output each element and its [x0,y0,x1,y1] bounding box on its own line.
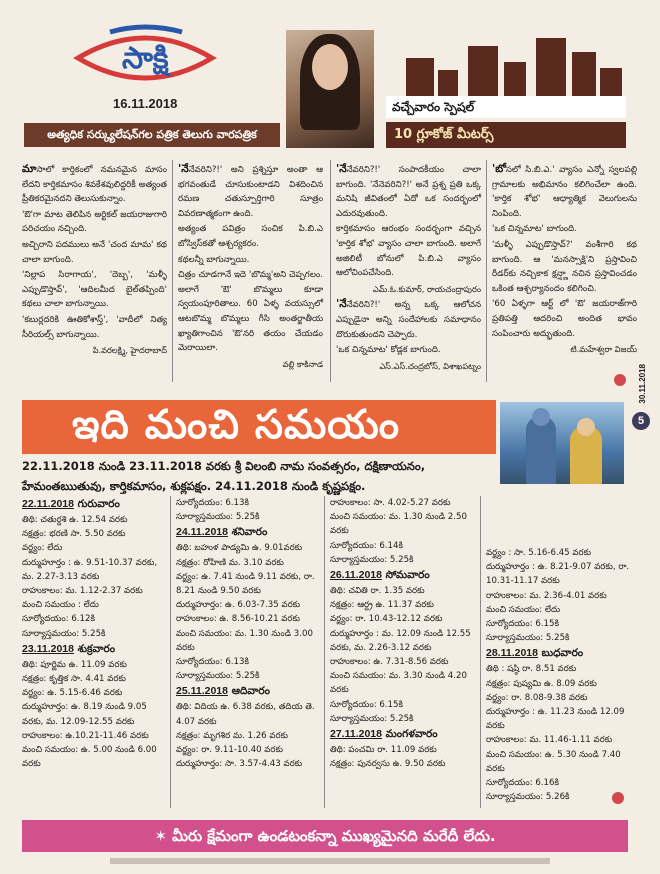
letter-text: 'ఔ'గా మాట తెలిపిన అర్టికల్ జయరాజుగారి పరిచయం నచ్చింది. [22,209,167,235]
letter-paragraph [178,222,323,251]
panchangam-line: దుర్ముహూర్తం : ఉ. 9.51-10.37 వరకు, మ. 2.27-3.13 వరకు [22,557,158,582]
letter-paragraph [22,268,167,312]
day-heading [22,498,170,513]
letter-text: నేవరిని?!' అని ప్రశ్నిస్తూ అంతా ఆ భగవంతుడే చూసుకుంటాడని విశదించిన రమణ చతుస్పూర్తిగారి సూత్రం వివరణాత్మకంగా ఉంది. [178,165,323,219]
panchangam-line: తిథి : షష్ఠి రా. 8.51 వరకు [486,664,577,675]
sidebar-date: 30.11.2018 [638,364,647,404]
letter-text: 'మళ్ళీ ఎప్పుడొస్తావ్?' వంశీగారి కథ బాగుంది. ఆ 'మనస్సాక్షి'ని ప్రస్తావించి రీడర్‌కు నచ్చికాక క్షన్ష్ణా నచిన ప్రస్తావించడం ఒకింత ఆశ్చర్యానందం కలిగించి. [492,239,637,294]
panchangam-line: మంచి సమయం: ఉ. 5.00 నుండి 6.00 వరకు [22,745,157,770]
letter-paragraph [336,222,481,280]
panchangam-line: సూర్యాస్తమయం: 5.25కి [330,713,414,724]
bullet-icon [614,374,626,386]
letter-text: ఎమ్.ఓ.కుమార్, రాయచంద్రాపురం [372,283,481,294]
panchangam-line: మంచి సమయం: మ. 3.30 నుండి 4.20 వరకు [330,671,467,696]
letter-text: 'కబుర్లదరికి ఊతికోశాస్త్', 'వాదీలో నిత్య సీరియల్స్ బాగున్నాయి. [22,314,167,340]
letter-signature [492,342,637,357]
panchangam-line: సూర్యోదయం: 6.16కి [486,778,559,789]
footer-rule [110,858,550,864]
panchangam-line: సూర్యోదయం: 6.15కి [330,699,403,710]
panchangam-column-3 [330,496,478,771]
letter-signature [336,282,481,297]
letter-signature [178,357,323,372]
panchangam-line: రాహుకాలం: ఉ. 8.56-10.21 వరకు [176,614,300,625]
special-subtitle: 10 గ్లూకోజ్ మీటర్స్ [386,122,626,148]
day-heading [486,647,634,662]
panchangam-line: సూర్యోదయం: 6.12కి [22,614,95,625]
panchangam-line: వర్జ్యం : సా. 5.16-6.45 వరకు [486,548,592,558]
letter-text: సలో సి.బి.ఎ.' వ్యాసం ఎన్నో స్వలపల్లి గ్రామాలకు అభిమానం కలిగించేలా ఉంది. 'కార్తిక శోభ' ఆధ్యాత్మిక వెలుగులను నింపింది. [492,165,637,219]
panchangam-line: సూర్యాస్తమయం: 5.26కి [486,792,570,803]
letter-paragraph [336,343,481,358]
section-banner [22,400,496,454]
panchangam-line: దుర్ముహూర్తం: ఉ. 8.19 నుండి 9.05 వరకు, మ. 12.09-12.55 వరకు [22,702,147,727]
panchangam-line: నక్షత్రం: భరణి సా. 5.50 వరకు [22,529,126,540]
panchangam-line: వర్జ్యం: ఉ. 7.41 నుండి 9.11 వరకు, రా. 8.21 నుండి 9.50 వరకు [176,571,315,597]
panchangam-line: సూర్యోదయం: 6.13కి [176,498,249,508]
day-heading [330,569,478,584]
panchangam-line: రాహుకాలం: ఉ. 7.31-8.56 వరకు [330,657,449,668]
column-divider [330,160,331,382]
letter-text: నేవరిని?!' అన్న ఒక్క ఆలోచన ఎప్పుడైనా అన్ని సందేహాలకు సమాధానం దొరుకుతుందని చెప్పారు. [336,300,481,340]
panchangam-line: రాహుకాలం: సా. 4.02-5.27 వరకు [330,498,451,508]
panchangam-line: తిథి: పూర్ణిమ ఉ. 11.09 వరకు [22,659,127,670]
column-divider [172,160,173,382]
panchangam-line: దుర్ముహూర్తం: సా. 3.57-4.43 వరకు [176,759,303,770]
panchangam-line: రాహుకాలం: మ. 1.12-2.37 వరకు [22,586,143,597]
panchangam-line: రాహుకాలం: మ. 2.36-4.01 వరకు [486,590,607,601]
day-name: శనివారం [227,526,268,539]
panchangam-line: తిథి: పంచమి రా. 11.09 వరకు [330,745,437,756]
letter-paragraph [178,253,323,268]
letter-text: ఎస్.ఎస్.చంద్రబోస్, విశాఖపట్నం [379,360,481,371]
panchangam-line: తిథి: విదియ ఉ. 6.38 వరకు, తదియ తె. 4.07 వరకు [176,702,315,727]
letters-column-1 [22,162,167,359]
panchangam-line: తిథి: చతుర్దశి ఉ. 12.54 వరకు [22,515,128,525]
day-heading [330,728,478,743]
letter-paragraph [336,297,481,342]
panchangam-line: నక్షత్రం: మృగశిర మ. 1.26 వరకు [176,730,289,741]
day-name: బుధవారం [537,647,584,660]
panchangam-line: వర్జ్యం: రా. 8.08-9.38 వరకు [486,692,588,703]
day-name: ఆదివారం [227,685,270,698]
letter-text: చిత్రం చూడగానే ఇదె 'బొమ్మ'అని చెప్పగలం. అలాగే 'ఔ' బొమ్మలు కూడా స్వయంపూరితాలు. 60 ఏళ్ళ వయస్సులో ఆటబొమ్మ బొమ్మలు గీసి అంతర్జాతీయ ఖ్యాతిగాంచిన 'ఔ'నరి తయం చేయడం మెరాయిలా. [178,270,323,354]
panchangam-line: రాహుకాలం: ఉ.10.21-11.46 వరకు [22,730,149,741]
shiva-parvati-image [500,402,624,484]
page-number: 5 [632,412,650,430]
special-title: వచ్చేవారం స్పెషల్ [386,96,626,118]
letter-lead: 'బో [492,163,506,175]
panchangam-line: మంచి సమయం: లేదు [486,604,561,615]
panchangam-line: వర్జ్యం: ఉ. 5.15-6.46 వరకు [22,688,123,699]
panchangam-line: రాహుకాలం: మ. 11.46-1.11 వరకు [486,735,613,746]
panchangam-line: నక్షత్రం: కృత్తిక సా. 4.41 వరకు [22,674,126,685]
letter-text: పి.వరలక్ష్మి, హైదరాబాద్ [92,345,167,356]
letter-lead: మా [22,163,37,175]
logo-text: సాక్షి [122,41,169,76]
letter-paragraph [492,222,637,237]
cover-photo [286,30,374,148]
panchangam-column-4 [486,546,634,804]
footer-quote: ✶ మీరు క్షేమంగా ఉండటంకన్నా ముఖ్యమైనది మరేదీ లేదు. [22,820,628,852]
letter-text: కార్తికమాసం ఆరంభం సందర్భంగా వచ్చిన 'కార్తిక శోభ' వ్యాసం చాలా బాగుంది. అలాగే అజిలిటీ బోనులో పి.బి.ఎ వ్యాసం ఆలోచింపచేసింది. [336,224,481,279]
panchangam-line: సూర్యాస్తమయం: 5.25కి [330,554,414,565]
panchangam-line: నక్షత్రం: రోహిణి మ. 3.10 వరకు [176,557,284,568]
letter-text: టి.మహేశ్వరా విజయ్ [570,344,637,355]
panchangam-line: వర్జ్యం: రా. 9.11-10.40 వరకు [176,745,283,756]
letter-text: వల్లి కాకినాడ [282,358,323,369]
day-date: 26.11.2018 [330,569,382,582]
letter-paragraph [22,313,167,342]
letter-paragraph [22,162,167,207]
day-name: మంగళవారం [381,728,438,741]
panchangam-line: దుర్ముహూర్తం : ఉ. 8.21-9.07 వరకు, రా. 10.31-11.17 వరకు [486,562,630,587]
panchangam-column-1 [22,496,170,771]
column-divider [480,496,481,808]
day-heading [22,643,170,658]
letter-lead: 'నే [336,163,347,175]
letter-paragraph [492,238,637,296]
panchangam-line: మంచి సమయం: ఉ. 5.30 నుండి 7.40 వరకు [486,749,621,774]
column-divider [170,496,171,808]
panchangam-line: సూర్యోదయం: 6.14కి [330,540,403,551]
panchangam-line: దుర్ముహూర్తం: ఉ. 6.03-7.35 వరకు [176,600,301,611]
day-date: 24.11.2018 [176,526,228,539]
letter-lead: 'నే [336,298,347,311]
section-intro: 22.11.2018 నుండి 23.11.2018 వరకు శ్రీ విలంబి నామ సంవత్సరం, దక్షిణాయనం, హేమంతఋతువు, కార్తికమాసం, శుక్లపక్షం. 24.11.2018 నుండి కృష్ణపక్షం. [22,459,426,493]
letter-text: 'ఒక చిన్నమాట' బాగుంది. [492,224,577,235]
panchangam-line: సూర్యోదయం: 6.15కి [486,619,559,630]
panchangam-line: వర్జ్యం: లేదు [22,543,63,554]
letter-paragraph [22,238,167,267]
sakshi-logo [70,22,220,94]
day-name: గురువారం [73,498,120,510]
day-date: 28.11.2018 [486,647,538,660]
letter-lead: 'నే [178,163,189,175]
panchangam-line: దుర్ముహూర్తం : మ. 12.09 నుండి 12.55 వరకు, మ. 2.26-3.12 వరకు [330,628,471,653]
banner-title: ఇది మంచి సమయం [72,402,401,448]
letter-paragraph [178,268,323,356]
panchangam-line: సూర్యాస్తమయం: 5.25కి [486,633,570,644]
letter-text: అత్యంత పవిత్రం సంచిక పి.బి.ఎ బోస్విస్‌కతో ఆశ్చర్యకరం. [178,224,323,249]
panchangam-line: సూర్యాస్తమయం: 5.25కి [22,628,106,639]
letter-text: 'నిల్లాప సిరాగాయ', 'దెబ్బ', 'మళ్ళీ ఎప్పుడొస్తావ్', 'ఆదిలమీద బైల్‌తప్పింది' కథలు చాలా బాగున్నాయి. [22,270,167,310]
tagline: అత్యధిక సర్క్యులేషన్‌గల పత్రిక తెలుగు వారపత్రిక [24,123,280,147]
panchangam-line: మంచి సమయం: మ. 1.30 నుండి 3.00 వరకు [176,628,313,653]
panchangam-line: వర్జ్యం: రా. 10.43-12.12 వరకు [330,614,443,625]
letter-text: 'ఒక చిన్నమాట' కోడ్లక బాగుంది. [336,345,441,356]
bullet-icon [612,792,624,804]
skyline-graphic [386,28,626,98]
day-heading [176,526,324,541]
letter-paragraph [336,162,481,221]
day-date: 23.11.2018 [22,642,74,655]
panchangam-line: సూర్యాస్తమయం: 5.25కి [176,512,260,523]
panchangam-line: సూర్యాస్తమయం: 5.25కి [176,671,260,682]
letter-text: కథలన్నీ బాగున్నాయి. [178,254,250,265]
letters-column-3 [336,162,481,374]
column-divider [324,496,325,808]
panchangam-line: మంచి సమయం: మ. 1.30 నుండి 2.50 వరకు [330,512,467,537]
letter-text: '60 ఏళ్ళగా ఆర్ట్ లో 'ఔ' జయరాజ్‌గారి ప్రతిపత్తి ఆదరించి అందిత భావం సంపించారు అద్భుతుంది. [492,299,637,339]
day-date: 25.11.2018 [176,685,228,698]
panchangam-column-2 [176,496,324,771]
issue-date: 16.11.2018 [113,96,178,111]
day-name: శుక్రవారం [73,642,116,655]
letter-signature [22,343,167,358]
letter-paragraph [22,208,167,237]
day-date: 27.11.2018 [330,728,382,741]
panchangam-line: సూర్యోదయం: 6.13కి [176,657,249,668]
panchangam-line: దుర్ముహూర్తం : ఉ. 11.23 నుండి 12.09 వరకు [486,707,625,732]
letter-signature [336,359,481,374]
letters-column-2 [178,162,323,372]
panchangam-line: మంచి సమయం : లేదు [22,600,99,611]
panchangam-line: తిథి: బహుళ పాడ్యమి ఉ. 9.01వరకు [176,543,303,554]
letters-column-4 [492,162,637,358]
letter-text: అచ్చిరాని పదములు అనే 'చంద మామ' కథ చాలా బాగుంది. [22,239,167,265]
panchangam-line: తిథి: చవితి రా. 1.35 వరకు [330,586,425,597]
column-divider [486,160,487,382]
letter-text: నేవరిని?!' సంపాదకీయం చాలా బాగుంది. 'నేనెవరిని?!' అనే ప్రశ్న ప్రతి ఒక్క మనిషి జీవితంలో ఏదో ఒక సందర్భంలో ఎదురవుతుంది. [336,165,481,219]
day-heading [176,685,324,700]
letter-text: సాలో కార్తికంలో నమనమైన మాసం లేదని కార్తికమాసం శివకేశవులిద్దరికీ అత్యంత ప్రీతికరమైనదని తెలుసుకున్నాం. [22,165,167,205]
day-name: సోమవారం [381,569,430,582]
letter-paragraph [178,162,323,221]
panchangam-line: నక్షత్రం: పునర్వసు ఉ. 9.50 వరకు [330,759,446,770]
letter-paragraph [492,162,637,221]
letter-paragraph [492,297,637,341]
day-date: 22.11.2018 [22,498,74,510]
panchangam-line: నక్షత్రం: పుష్యమి ఉ. 8.09 వరకు [486,678,597,689]
panchangam-line: నక్షత్రం: ఆర్ద్ర ఉ. 11.37 వరకు [330,600,434,611]
